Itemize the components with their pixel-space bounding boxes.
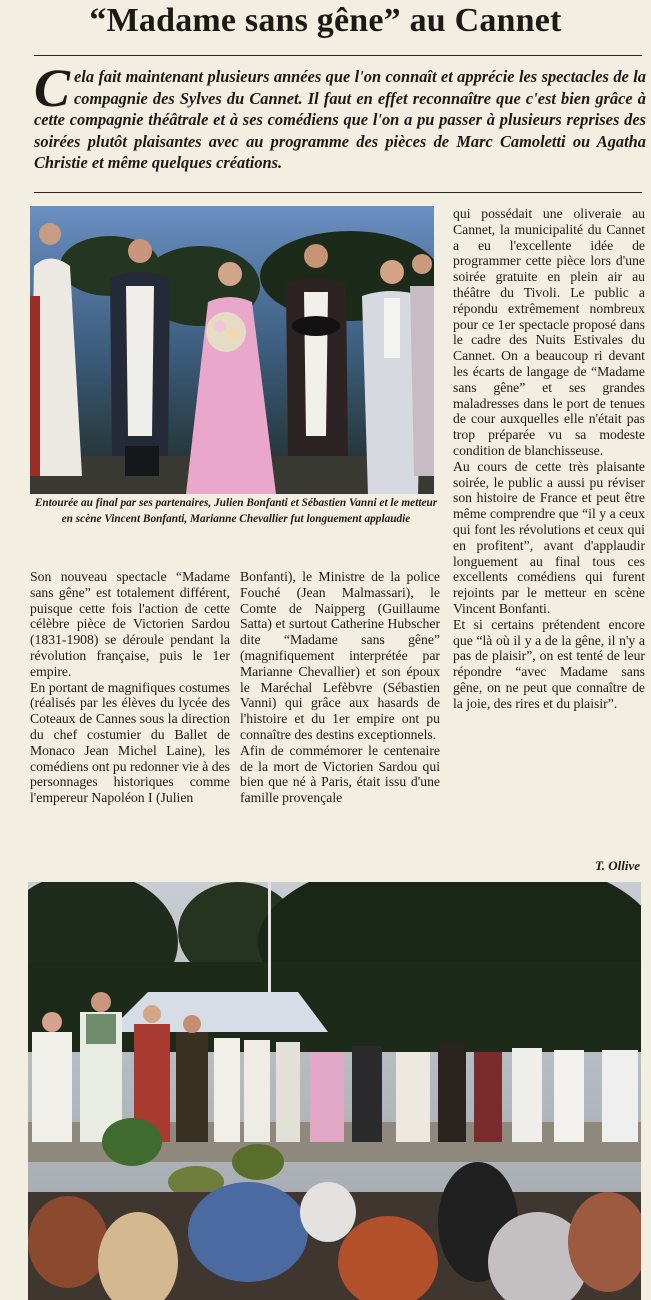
lead-paragraph <box>34 58 646 174</box>
stage-photo <box>28 882 641 1300</box>
paragraph: Et si certains prétendent encore que “là où il y a de la gêne, il n'y a pas de plaisir”, on est tenté de leur répondre “avec Madame sans gêne, on ne peut que connaître de la joie, des rires et du plaisir”. <box>453 616 645 711</box>
paragraph: Afin de commémorer le centenaire de la mort de Victorien Sardou qui bien que né à Paris, était issu d'une famille provençale <box>240 742 440 806</box>
paragraph: Au cours de cette très plaisante soirée, le public a aussi pu réviser son histoire de France et peut être même comprendre que “il y a ceux qui font les révolutions et ceux qui en profitent”, avant d'applaudir longuement au final tous ces excellents comédiens qui furent rejoints par le metteur en scène Vincent Bonfanti. <box>453 458 645 616</box>
article-column-right <box>453 206 645 712</box>
divider <box>34 192 642 193</box>
byline: T. Ollive <box>594 858 640 873</box>
article-column-left <box>30 569 230 806</box>
paragraph: Bonfanti), le Ministre de la police Fouché (Jean Malmassari), le Comte de Naipperg (Guillaume Satta) et surtout Catherine Hubscher dite “Madame sans gêne” (magnifiquement interprétée par Marianne Chevallier) et son époux le Maréchal Lefèbvre (Sébastien Vanni) qui grâce aux hasards de l'histoire et du 1er empire ont pu connaître des destins exceptionnels. <box>240 569 440 742</box>
article-column-middle <box>240 569 440 806</box>
cast-photo <box>30 206 434 494</box>
paragraph: Son nouveau spectacle “Madame sans gêne” est totalement différent, puisque cette fois l'action de cette célèbre pièce de Victorien Sardou (1831-1908) se déroule pendant la révolution française, puis le 1er empire. <box>30 569 230 679</box>
paragraph: qui possédait une oliveraie au Cannet, la municipalité du Cannet a eu l'excellente idée de programmer cette pièce lors d'une soirée gratuite en plein air au théâtre du Tivoli. Le public a répondu extrêmement nombreux pour ce 1er spectacle proposé dans le cadre des Nuits Estivales du Cannet. On a beaucoup ri devant les écarts de langage de “Madame sans gêne” et ses grandes maladresses dans le port de tenues de cour auxquelles elle n'était pas trop préparée vu sa modeste condition de blanchisseuse. <box>453 206 645 458</box>
divider <box>34 55 642 56</box>
drop-cap: C <box>34 58 71 118</box>
headline: “Madame sans gêne” au Cannet <box>89 2 562 39</box>
lead-text: ela fait maintenant plusieurs années que l'on connaît et apprécie les spectacles de la compagnie des Sylves du Cannet. Il faut en effet reconnaître que c'est bien grâce à cette compagnie théâtrale et à ses comédiens que l'on a pu passer à plusieurs reprises des soirées plutôt plaisantes avec au programme des pièces de Marc Camoletti ou Agatha Christie et même quelques créations. <box>34 67 646 173</box>
paragraph: En portant de magnifiques costumes (réalisés par les élèves du lycée des Coteaux de Cannes sous la direction du chef costumier du Ballet de Monaco Jean Michel Laine), les comédiens ont pu redonner vie à des personnages historiques comme l'empereur Napoléon I (Julien <box>30 679 230 806</box>
photo-caption: Entourée au final par ses partenaires, Julien Bonfanti et Sébastien Vanni et le metteur en scène Vincent Bonfanti, Marianne Chevallier fut longuement applaudie <box>34 497 438 525</box>
